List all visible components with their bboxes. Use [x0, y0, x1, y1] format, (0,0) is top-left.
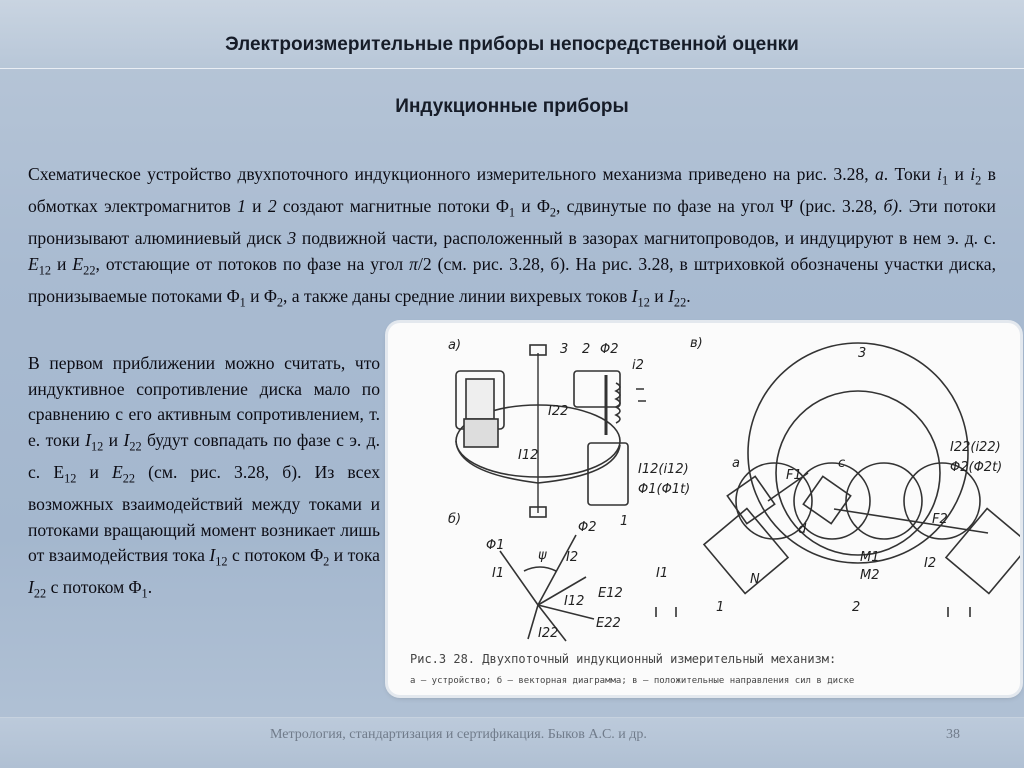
label-i22: I22 [548, 404, 569, 419]
paragraph-intro: Схематическое устройство двухпоточного индукционного измерительного механизма приведено на рис. 3.28, а. Токи $i_1$ и $i_2$ в обмотках электромагнитов 1 и 2 создают магнитные потоки $\Phi_1$ и $\Phi_2$, сдвинутые по фазе на угол Ψ (рис. 3.28, б). Эти потоки пронизывают алюминиевый диск 3 подвижной части, расположенный в зазорах магнитопроводов, и индуцируют в нем э. д. с. $Е_{12}$ и $Е_{22}$, отстающие от потоков по фазе на угол π/2 (см. рис. 3.28, б). На рис. 3.28, в штриховкой обозначены участки диска, пронизываемые потоками $\Phi_1$ и $\Phi_2$, а также даны средние линии вихревых токов $I_{12}$ и $I_{22}$. [28, 164, 996, 310]
paragraph-approximation: В первом приближении можно считать, что индуктивное сопротивление диска мало по сравнению с его активным сопротивлением, т. е. токи $I_{12}$ и $I_{22}$ будут совпадать по фазе с э. д. с. $Е_{12}$ и $Е_{22}$ (см. рис. 3.28, б). Из всех возможных взаимодействий между токами и потоками вращающий момент возникает лишь от взаимодействия тока $I_{12}$ с потоком $\Phi_2$ и тока $I_{22}$ с потоком $\Phi_1$. [28, 353, 381, 601]
slide-title: Электроизмерительные приборы непосредственной оценки [225, 34, 799, 55]
label-a: а) [448, 338, 462, 353]
label-e22: E22 [596, 616, 621, 631]
label-1b: 1 [716, 600, 725, 615]
label-psi: ψ [538, 548, 547, 563]
label-i12: I12 [518, 448, 539, 463]
label-2: 2 [582, 342, 591, 357]
figure-induction-mechanism [388, 323, 1020, 695]
caption-line2: а — устройство; б — векторная диаграмма; в — положительные направления сил в диске [410, 676, 855, 686]
slide-subtitle: Индукционные приборы [395, 96, 629, 117]
label-N: N [750, 572, 760, 587]
label-1: 1 [620, 514, 629, 529]
label-i22v: I22 [538, 626, 559, 641]
label-v: в) [690, 336, 703, 351]
label-i12-i12: I12(i12) [638, 462, 689, 477]
label-a-small: a [732, 456, 740, 471]
label-b: б) [448, 512, 462, 527]
footer-text: Метрология, стандартизация и сертификация. Быков А.С. и др. [270, 727, 647, 742]
page-number: 38 [946, 727, 960, 742]
electromagnet-top [574, 371, 620, 407]
label-I1r: I1 [656, 566, 669, 581]
label-2b: 2 [852, 600, 861, 615]
label-f2: F2 [932, 512, 948, 527]
electromagnet-bottom [588, 443, 628, 505]
label-c-small: c [838, 456, 846, 471]
label-disk3: 3 [560, 342, 569, 357]
caption-line1: Рис.3 28. Двухпоточный индукционный измерительный механизм: [410, 652, 837, 666]
label-i2v: I2 [566, 550, 579, 565]
label-e12: E12 [598, 586, 623, 601]
label-disk3b: 3 [858, 346, 867, 361]
label-d-small: d [798, 522, 807, 537]
label-phi2v: Φ2 [578, 520, 597, 535]
disk-c [748, 343, 968, 563]
label-i22r: I22(i22) [950, 440, 1001, 455]
label-phi1v: Φ1 [486, 538, 505, 553]
label-phi2: Φ2 [600, 342, 619, 357]
label-m2: M2 [860, 568, 880, 583]
label-I2r: I2 [924, 556, 937, 571]
label-phi2t: Φ2(Φ2t) [950, 460, 1003, 475]
label-i2: i2 [632, 358, 644, 373]
label-i12v: I12 [564, 594, 585, 609]
figure-drawing [388, 323, 1020, 695]
label-phi1-t: Φ1(Φ1t) [638, 482, 691, 497]
label-f1: F1 [786, 468, 802, 483]
label-i1v: I1 [492, 566, 505, 581]
label-m1: M1 [860, 550, 880, 565]
